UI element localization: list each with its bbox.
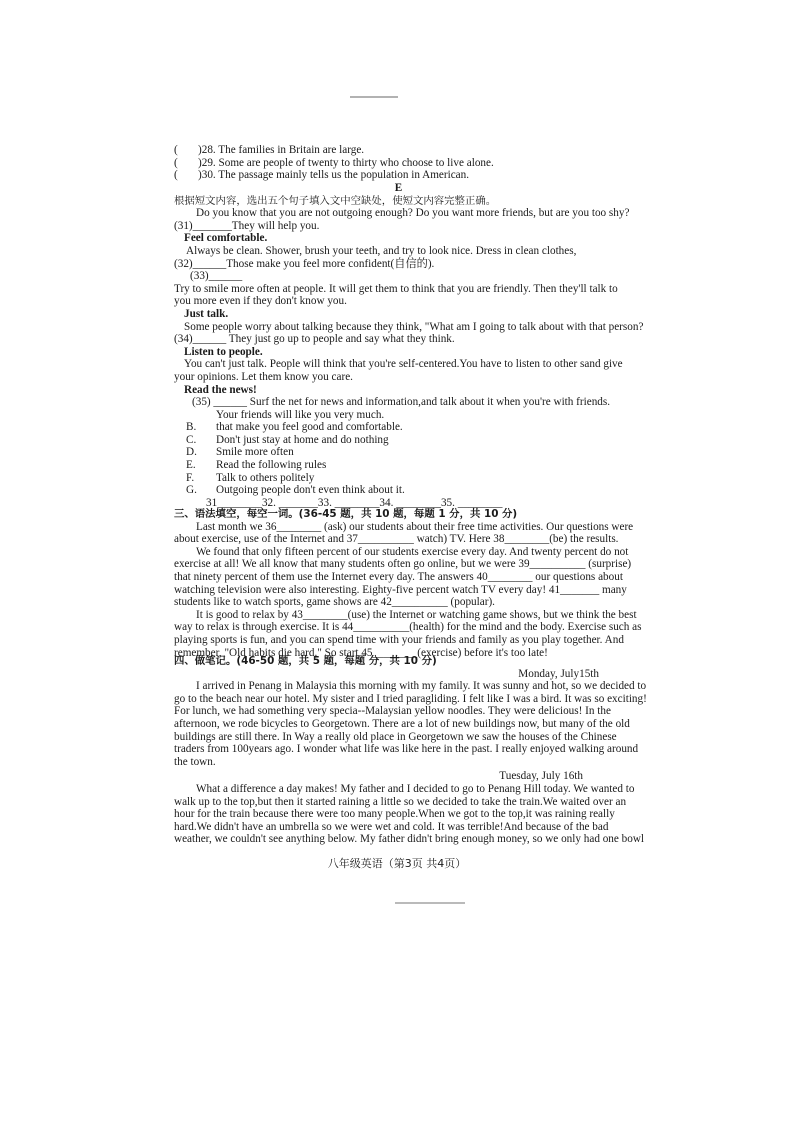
text-line: (33)______ — [190, 270, 243, 283]
text-line: (34)______ They just go up to people and say what they think. — [174, 333, 455, 346]
question-28: ( )28. The families in Britain are large. — [174, 144, 365, 156]
text-line: buildings are still there. In Way a really old place in Georgetown we saw the houses of the Chinese — [174, 730, 617, 743]
scan-artifact-top — [350, 96, 398, 98]
text-line: (32)______Those make you feel more confident(自信的). — [174, 257, 435, 270]
text-line: the town. — [174, 755, 216, 768]
option-g: G. Outgoing people don't even think about it. — [186, 484, 405, 497]
text-line: remember, "Old habits die hard." So start 45________(exercise) before it's too late! — [174, 646, 548, 659]
section-notes-heading: 四、做笔记。(46-50 题，共 5 题，每题 分，共 10 分) — [174, 655, 437, 667]
option-f: F. Talk to others politely — [186, 471, 315, 484]
option-e: E. Read the following rules — [186, 459, 327, 472]
question-29: ( )29. Some are people of twenty to thirty who choose to live alone. — [174, 156, 494, 169]
text-line: Last month we 36________ (ask) our students about their free time activities. Our questions were — [196, 520, 634, 533]
option-a: Your friends will like you very much. — [216, 408, 385, 421]
text-line: Always be clean. Shower, brush your teeth, and try to look nice. Dress in clean clothes, — [186, 244, 577, 257]
section-notes — [174, 655, 647, 846]
section-e-instruction: 根据短文内容，选出五个句子填入文中空缺处，使短文内容完整正确。 — [174, 194, 497, 207]
section-e-letter: E — [394, 182, 403, 194]
subheading: Just talk. — [184, 307, 229, 320]
subheading: Listen to people. — [184, 345, 263, 358]
options-list — [174, 409, 623, 497]
text-line: way to relax is through exercise. It is 44__________(health) for the mind and the body. Exercise such as — [174, 621, 642, 634]
text-line: traders from 100years ago. I wonder what life was like here in the past. I really enjoyed walking around — [174, 743, 639, 756]
text-line: hour for the train because there were too many people.When we got to the top,it was raining really — [174, 808, 615, 821]
text-line: You can't just talk. People will think that you're self-centered.You have to listen to other sand give — [184, 358, 623, 371]
text-line: What a difference a day makes! My father and I decided to go to Penang Hill today. We wanted to — [196, 782, 635, 795]
text-line: about exercise, use of the Internet and 37__________ watch) TV. Here 38________(be) the results. — [174, 533, 619, 546]
option-c: C. Don't just stay at home and do nothing — [186, 433, 389, 446]
option-b: B. that make you feel good and comfortable. — [186, 421, 403, 434]
section-grammar-heading: 三、语法填空，每空一词。(36-45 题，共 10 题，每题 1 分，共 10 分) — [174, 508, 518, 520]
text-line: students like to watch sports, game shows are 42__________ (popular). — [174, 596, 495, 609]
scan-artifact-bottom — [395, 902, 465, 904]
text-line: go to the beach near our hotel. My sister and I tried paragliding. I felt like I was a bird. It was so exciting! — [174, 692, 647, 705]
text-line: playing sports is fun, and you can spend time with your friends and family as you play together. And — [174, 633, 624, 646]
text-line: I arrived in Penang in Malaysia this morning with my family. It was sunny and hot, so we decided to — [196, 680, 647, 693]
text-line: It is good to relax by 43________(use) the Internet or watching game shows, but we think the best — [196, 608, 637, 621]
text-line: Try to smile more often at people. It will get them to think that you are friendly. Then they'll talk to — [174, 282, 618, 295]
text-line: (35) ______ Surf the net for news and information,and talk about it when you're with friends. — [192, 396, 611, 409]
text-line: Some people worry about talking because they think, "What am I going to talk about with that person? — [184, 320, 644, 333]
text-line: walk up to the top,but then it started raining a little so we decided to take the train.We waited over an — [174, 795, 627, 808]
judgement-questions — [174, 144, 623, 182]
subheading: Read the news! — [184, 383, 257, 396]
section-grammar — [174, 508, 642, 659]
page-footer: 八年级英语（第3页 共4页） — [327, 857, 467, 870]
text-line: We found that only fifteen percent of our students exercise every day. And twenty percent do not — [196, 545, 629, 558]
diary-date-1: Monday, July15th — [518, 667, 599, 680]
text-line: you more even if they don't know you. — [174, 295, 347, 308]
text-line: afternoon, we rode bicycles to Georgetown. There are a lot of new buildings now, but many of the old — [174, 717, 630, 730]
text-line: (31)_______They will help you. — [174, 219, 320, 232]
text-line: weather, we couldn't see anything below. My father didn't bring enough money, so we only had one bowl — [174, 833, 645, 846]
text-line: hard.We didn't have an umbrella so we were wet and cold. It was terrible!And because of the bad — [174, 820, 609, 833]
option-d: D. Smile more often — [186, 446, 294, 459]
text-line: For lunch, we had something very specia--Malaysian yellow noodles. They were delicious! In the — [174, 705, 611, 718]
text-line: exercise at all! We all know that many students often go online, but we were 39__________ (surprise) — [174, 558, 632, 571]
question-30: ( )30. The passage mainly tells us the population in American. — [174, 169, 470, 182]
text-line: your opinions. Let them know you care. — [174, 370, 353, 383]
text-line: watching television were also interesting. Eighty-five percent watch TV every day! 41_______ many — [174, 583, 627, 596]
subheading: Feel comfortable. — [184, 232, 268, 245]
text-line: Do you know that you are not outgoing enough? Do you want more friends, but are you too shy? — [196, 207, 630, 220]
diary-date-2: Tuesday, July 16th — [499, 770, 583, 783]
section-e — [174, 182, 644, 509]
text-line: that ninety percent of them use the Internet every day. The answers 40________ our questions about — [174, 570, 623, 583]
answer-row: 31________32. _______33. ________34. ________35. ________ — [206, 496, 503, 509]
